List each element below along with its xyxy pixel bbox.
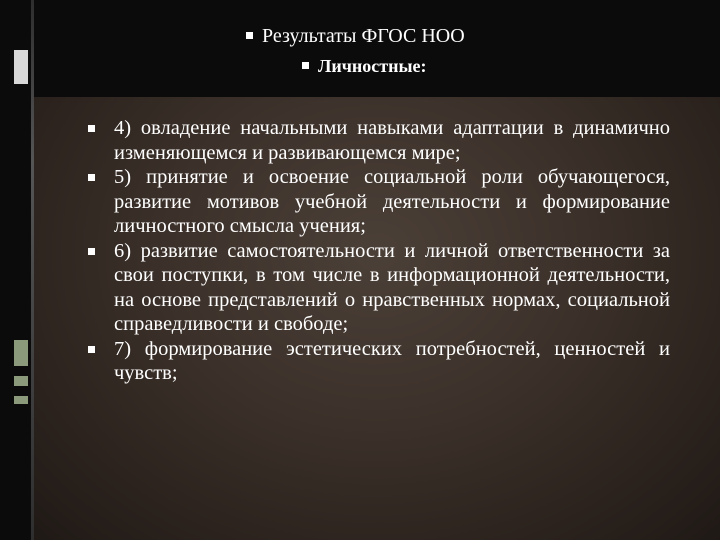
decorative-block — [14, 396, 28, 404]
list-item — [88, 337, 670, 386]
list-item-text: 5) принятие и освоение социальной роли обучающегося, развитие мотивов учебной деятельности и формирование личностного смысла учения; — [114, 166, 670, 237]
square-bullet-icon — [88, 346, 95, 353]
slide-title — [246, 24, 465, 48]
list-item — [88, 239, 670, 337]
square-bullet-icon — [88, 248, 95, 255]
square-bullet-icon — [246, 32, 253, 39]
square-bullet-icon — [88, 125, 95, 132]
decorative-block — [14, 376, 28, 386]
square-bullet-icon — [88, 174, 95, 181]
list-item — [88, 165, 670, 239]
results-list — [88, 116, 670, 386]
decorative-block — [14, 50, 28, 84]
decorative-vertical-line — [31, 0, 34, 540]
list-item-text: 6) развитие самостоятельности и личной ответственности за свои поступки, в том числе в информационной деятельности, на основе представлений о нравственных нормах, социальной справедливости и свободе; — [114, 239, 670, 335]
square-bullet-icon — [302, 62, 309, 69]
list-item — [88, 116, 670, 165]
slide-title-text: Результаты ФГОС НОО — [262, 25, 465, 47]
list-item-text: 4) овладение начальными навыками адаптации в динамично изменяющемся и развивающемся мире; — [114, 117, 670, 164]
slide-subtitle-text: Личностные: — [318, 56, 427, 76]
slide-subtitle — [302, 55, 427, 77]
header-band — [0, 0, 720, 97]
decorative-block — [14, 340, 28, 366]
list-item-text: 7) формирование эстетических потребностей, ценностей и чувств; — [114, 337, 670, 384]
